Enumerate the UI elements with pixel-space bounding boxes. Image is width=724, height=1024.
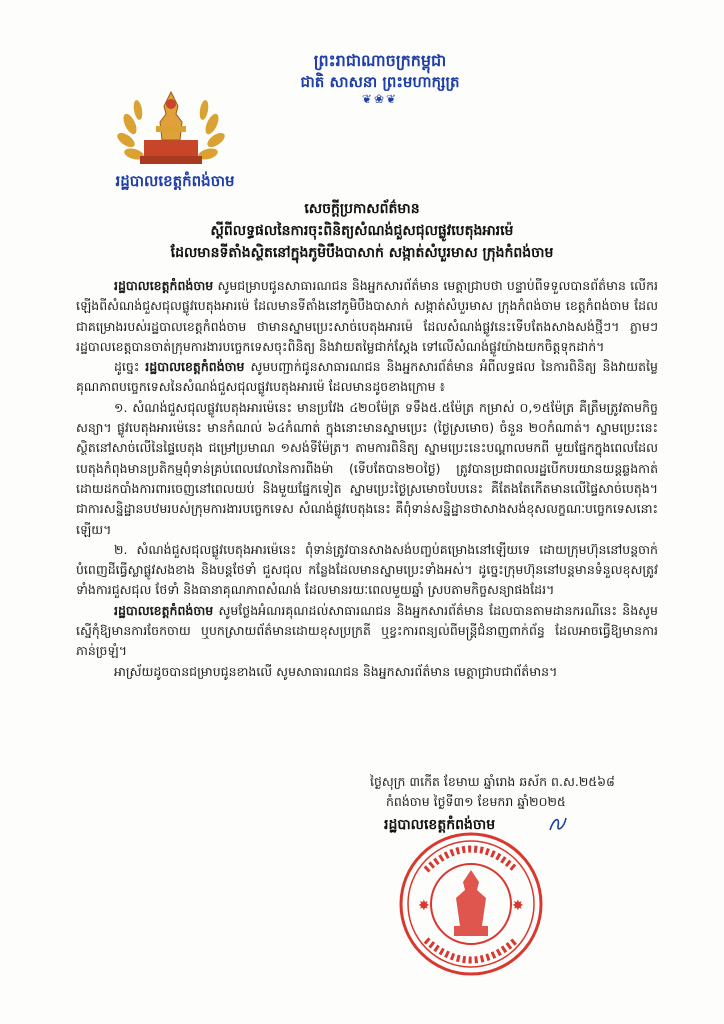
paragraph-thanks — [76, 601, 658, 662]
issuer-inline: រដ្ឋបាលខេត្តកំពង់ចាម — [114, 278, 214, 293]
national-motto: ជាតិ សាសនា ព្រះមហាក្សត្រ — [300, 73, 460, 91]
title-line-3: ដែលមានទីតាំងស្ថិតនៅក្នុងភូមិបឹងបាសាក់ សង្កាត់សំបួរមាស ក្រុងកំពង់ចាម — [170, 245, 554, 261]
announcement-titles — [60, 198, 664, 264]
title-line-1: សេចក្តីប្រកាសព័ត៌មាន — [304, 201, 420, 217]
issuer-name: រដ្ឋបាលខេត្តកំពង់ចាម — [115, 172, 235, 190]
announcement-body — [76, 276, 658, 682]
svg-text:✸: ✸ — [512, 898, 524, 914]
paragraph-lead: ដូច្នេះ — [114, 359, 146, 375]
signature-icon — [546, 812, 570, 836]
kingdom-name: ព្រះរាជាណាចក្រកម្ពុជា — [313, 51, 447, 70]
paragraph-closing: អាស្រ័យដូចបានជម្រាបជូនខាងលើ សូមសាធារណជន និងអ្នកសារព័ត៌មាន មេត្តាជ្រាបជាព័ត៌មាន។ — [114, 663, 558, 679]
title-line-2: ស្តីពីលទ្ធផលនៃការចុះពិនិត្យសំណង់ជួសជុលផ្លូវបេតុងអារម៉េ — [210, 223, 514, 239]
finding-item-2: ២. សំណង់ជួសជុលផ្លូវបេតុងអារម៉េនេះ ពុំទាន់ត្រូវបានសាងសង់បញ្ចប់គម្រោងនៅឡើយទេ ដោយក្រុមហ៊ុននៅបន្តចាក់បំពេញដីធ្វើស្លាផ្លូវសងខាង និងបន្តថែទាំ ជួសជុល កន្លែងដែលមានស្នាមប្រេះទាំងអស់។ ដូច្នេះក្រុមហ៊ុននៅបន្តមានទំនួលខុសត្រូវទាំងការជួសជុល ថែទាំ និងធានាគុណភាពសំណង់ ដែលមានរយៈពេលមួយឆ្នាំ ស្របតាមកិច្ចសន្យាផងដែរ។ — [76, 541, 658, 598]
lunar-date: ថ្ងៃសុក្រ ៣កើត ខែមាឃ ឆ្នាំរោង ឆស័ក ព.ស.២៥៦៨ — [370, 774, 615, 789]
signatory-title: រដ្ឋបាលខេត្តកំពង់ចាម — [384, 817, 496, 833]
date-block — [370, 772, 680, 812]
paragraph-text: សូមជម្រាបជូនសាធារណជន និងអ្នកសារព័ត៌មាន មេត្តាជ្រាបថា បន្ទាប់ពីទទួលបានព័ត៌មាន លើករឡើងពីសំណង់ជួសជុលផ្លូវបេតុងអារម៉េ ដែលមានទីតាំងនៅភូមិបឹងបាសាក់ សង្កាត់សំបួរមាស ក្រុងកំពង់ចាម ខេត្តកំពង់ចាម ដែលជាគម្រោងរបស់រដ្ឋបាលខេត្តកំពង់ចាម ថាមានស្នាមប្រេះសាច់បេតុងអារម៉េ ដែលសំណង់ផ្លូវនេះទើបតែងសាងសង់ថ្មីៗ។ ភ្លាមៗ រដ្ឋបាលខេត្តបានចាត់ក្រុមការងារបច្ចេកទេសចុះពិនិត្យ និងវាយតម្លៃជាក់ស្តែង ទៅលើសំណង់ផ្លូវយ៉ាងយកចិត្តទុកដាក់។ — [76, 278, 658, 354]
paragraph-findings-lead — [76, 357, 658, 398]
ornament-divider: ❦❀❦ — [361, 92, 399, 106]
official-seal-icon — [396, 830, 546, 978]
issuer-inline: រដ្ឋបាលខេត្តកំពង់ចាម — [145, 359, 245, 375]
finding-item-1: ១. សំណង់ជួសជុលផ្លូវបេតុងអារម៉េនេះ មានប្រវែង ៤២០ម៉ែត្រ ទទឹង៥.៥ម៉ែត្រ កម្រាស់ ០,១៥ម៉ែត្រ គឺត្រឹមត្រូវតាមកិច្ចសន្យា។ ផ្លូវបេតុងអារម៉េនេះ មានកំណល់ ៦៤កំណាត់ ក្នុងនោះមានស្នាមប្រេះ (ថ្ងៃស្រមោច) ចំនួន ២០កំណាត់។ ស្នាមប្រេះនេះស្ថិតនៅសាច់លើនៃផ្ទៃបេតុង ជម្រៅប្រមាណ ១សង់ទីម៉ែត្រ។ តាមការពិនិត្យ ស្នាមប្រេះនេះបណ្តាលមកពី មួយផ្នែកក្នុងពេលដែលបេតុងកំពុងមានប្រតិកម្មពុំទាន់គ្រប់ពេលវេលានៃការពីងម៉ា (ទើបតែបាន២០ថ្ងៃ) ត្រូវបានប្រជាពលរដ្ឋបើកបរយានយន្តឆ្លងកាត់ដោយដកបាំងការពារចេញនៅពេលយប់ និងមួយផ្នែកទៀត ស្នាមប្រេះថ្ងៃស្រមោចបែបនេះ គឺតែងតែកើតមានលើផ្ទៃសាច់បេតុង។ ជាការសន្និដ្ឋានបឋមរបស់ក្រុមការងារបច្ចេកទេស សំណង់ផ្លូវបេតុងនេះ គឺពុំទាន់សន្និដ្ឋានថាសាងសង់ខុសលក្ខណៈបច្ចេកទេសនោះឡើយ។ — [76, 399, 658, 537]
paragraph-intro — [76, 276, 658, 357]
paragraph-text: សូមថ្លែងអំណរគុណដល់សាធារណជន និងអ្នកសារព័ត៌មាន ដែលបានតាមដានករណីនេះ និងសូមស្នើកុំឱ្យមានការចែកចាយ ឬបកស្រាយព័ត៌មានដោយខុសប្រក្រតី ឬខ្វះការពន្យល់ពីមន្ត្រីជំនាញពាក់ព័ន្ធ ដែលអាចធ្វើឱ្យមានការភាន់ច្រឡំ។ — [76, 602, 658, 659]
solar-date: កំពង់ចាម ថ្ងៃទី៣១ ខែមករា ឆ្នាំ២០២៥ — [386, 794, 566, 809]
provincial-emblem-icon — [116, 84, 226, 174]
kingdom-header — [250, 50, 510, 106]
issuer-inline: រដ្ឋបាលខេត្តកំពង់ចាម — [114, 602, 214, 618]
svg-text:✸: ✸ — [418, 898, 430, 914]
paragraph-text: សូមបញ្ជាក់ជូនសាធារណជន និងអ្នកសារព័ត៌មាន អំពីលទ្ធផល នៃការពិនិត្យ និងវាយតម្លៃគុណភាពបច្ចេកទេសនៃសំណង់ជួសជុលផ្លូវបេតុងអារម៉េ ដែលមានដូចខាងក្រោម ៖ — [76, 359, 658, 395]
